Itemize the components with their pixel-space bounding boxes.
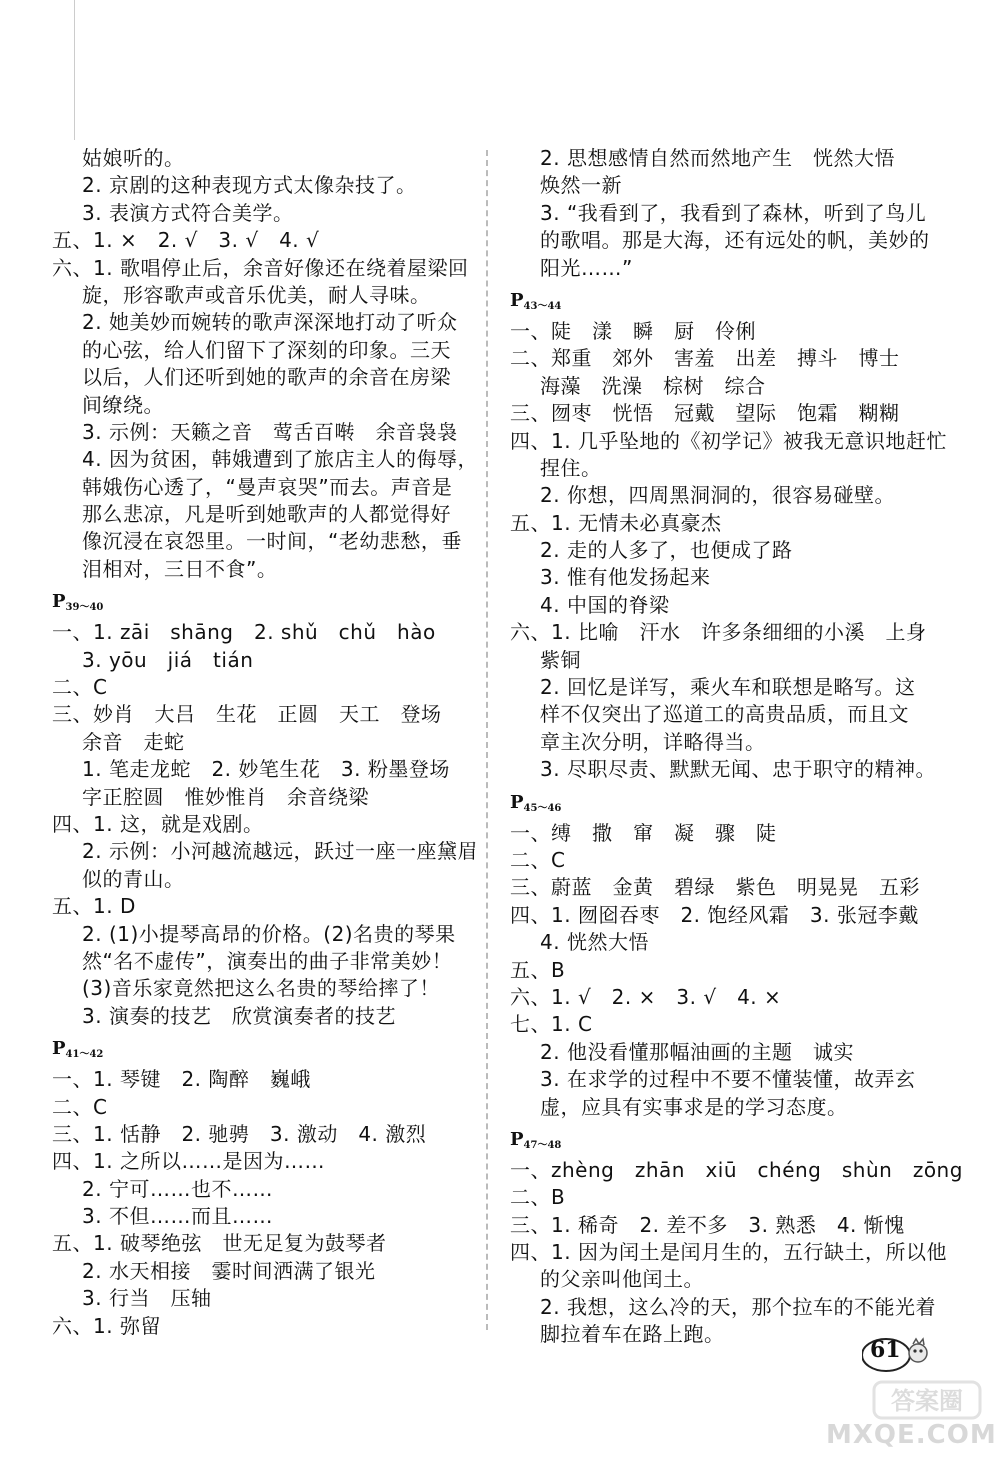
answer-line: 2. 走的人多了，也便成了路 <box>540 538 793 563</box>
answer-line: 3. 行当 压轴 <box>82 1286 212 1311</box>
answer-line: 4. 中国的脊梁 <box>540 592 670 617</box>
answer-line: 3. yōu jiá tián <box>82 647 254 672</box>
answer-line: 3. “我看到了，我看到了森林，听到了鸟儿 <box>540 200 927 225</box>
answer-line: 然“名不虚传”，演奏出的曲子非常美妙！ <box>82 948 453 973</box>
answer-line: 二、郑重 郊外 害羞 出差 搏斗 博士 <box>510 346 900 371</box>
answer-line: 一、缚 撒 窜 凝 骤 陡 <box>510 820 777 845</box>
answer-line: 阳光……” <box>540 255 633 280</box>
answer-line: 七、1. C <box>510 1012 593 1037</box>
answer-line: 一、zhèng zhān xiū chéng shùn zōng <box>510 1157 963 1182</box>
answer-line: 五、1. 破琴绝弦 世无足复为鼓琴者 <box>52 1231 387 1256</box>
heading-page-range: 47～48 <box>523 1139 562 1151</box>
answer-line: 2. 她美妙而婉转的歌声深深地打动了听众 <box>82 310 458 335</box>
answer-line: 四、1. 之所以……是因为…… <box>52 1149 325 1174</box>
answer-line: 五、B <box>510 957 566 982</box>
heading-page-range: 45～46 <box>523 802 562 814</box>
section-page-heading <box>510 282 935 318</box>
answer-line: 三、妙肖 大吕 生花 正圆 天工 登场 <box>52 702 442 727</box>
answer-line: 六、1. √ 2. × 3. √ 4. × <box>510 984 782 1009</box>
watermark-logo-text: 答案圈 <box>891 1387 963 1415</box>
answer-line: 3. 在求学的过程中不要不懂装懂，故弄玄 <box>540 1067 916 1092</box>
binding-margin-line <box>74 0 75 140</box>
answer-line: 脚拉着车在路上跑。 <box>540 1322 725 1347</box>
answer-line: 四、1. 囫囵吞枣 2. 饱经风霜 3. 张冠李戴 <box>510 902 919 927</box>
section-page-heading <box>510 784 935 820</box>
answer-line: 3. 演奏的技艺 欣赏演奏者的技艺 <box>82 1003 396 1028</box>
answer-line: 泪相对，三日不食”。 <box>82 556 278 581</box>
answer-line: 五、1. × 2. √ 3. √ 4. √ <box>52 228 320 253</box>
answer-line: 2. 京剧的这种表现方式太像杂技了。 <box>82 173 417 198</box>
answer-line: 的父亲叫他闰土。 <box>540 1267 704 1292</box>
answer-line: 间缭绕。 <box>82 392 164 417</box>
answer-line: 2. 宁可……也不…… <box>82 1176 273 1201</box>
answer-line: 1. 笔走龙蛇 2. 妙笔生花 3. 粉墨登场 <box>82 757 450 782</box>
section-page-heading <box>510 1121 935 1157</box>
answer-column-left <box>52 145 477 1340</box>
answer-column-right <box>510 145 963 1349</box>
answer-line: 的心弦，给人们留下了深刻的印象。三天 <box>82 337 451 362</box>
answer-line: 三、囫枣 恍悟 冠戴 望际 饱霜 糊糊 <box>510 401 900 426</box>
heading-letter: P <box>510 1128 524 1150</box>
page-number: 61 <box>870 1337 901 1363</box>
answer-line: 4. 因为贫困，韩娥遭到了旅店主人的侮辱， <box>82 447 478 472</box>
answer-line: 4. 恍然大悟 <box>540 930 649 955</box>
answer-line: 2. 你想，四周黑洞洞的，很容易碰壁。 <box>540 483 895 508</box>
answer-line: 五、1. D <box>52 894 136 919</box>
section-page-heading <box>52 583 477 619</box>
answer-line: 2. 他没看懂那幅油画的主题 诚实 <box>540 1039 854 1064</box>
answer-line: 虚，应具有实事求是的学习态度。 <box>540 1094 848 1119</box>
answer-line: 3. 不但……而且…… <box>82 1204 273 1229</box>
answer-line: 2. 回忆是详写，乘火车和联想是略写。这 <box>540 675 916 700</box>
heading-letter: P <box>52 591 66 613</box>
answer-line: 六、1. 歌唱停止后，余音好像还在绕着屋梁回 <box>52 255 469 280</box>
answer-line: 二、C <box>52 675 108 700</box>
answer-line: 以后，人们还听到她的歌声的余音在房梁 <box>82 365 451 390</box>
answer-line: 焕然一新 <box>540 173 622 198</box>
answer-line: 二、C <box>510 847 566 872</box>
answer-line: 2. 思想感情自然而然地产生 恍然大悟 <box>540 146 895 170</box>
page-number-badge <box>862 1331 932 1381</box>
answer-line: 样不仅突出了巡道工的高贵品质，而且文 <box>540 702 909 727</box>
heading-letter: P <box>52 1038 66 1060</box>
answer-line: 似的青山。 <box>82 866 185 891</box>
watermark-logo <box>872 1380 982 1420</box>
answer-line: 3. 尽职尽责、默默无闻、忠于职守的精神。 <box>540 757 936 782</box>
answer-line: 2. 我想，这么冷的天，那个拉车的不能光着 <box>540 1294 936 1319</box>
watermark-url: MXQE.COM <box>826 1420 997 1450</box>
answer-line: 二、C <box>52 1094 108 1119</box>
answer-line: 3. 表演方式符合美学。 <box>82 200 294 225</box>
answer-line: 姑娘听的。 <box>82 146 185 170</box>
answer-line: 像沉浸在哀怨里。一时间，“老幼悲愁，垂 <box>82 529 462 554</box>
heading-letter: P <box>510 289 524 311</box>
answer-line: 3. 示例：天籁之音 莺舌百啭 余音袅袅 <box>82 419 458 444</box>
heading-page-range: 41～42 <box>65 1049 104 1061</box>
section-page-heading <box>52 1030 477 1066</box>
answer-line: 海藻 洗澡 棕树 综合 <box>540 373 766 398</box>
answer-line: 字正腔圆 惟妙惟肖 余音绕梁 <box>82 784 369 809</box>
answer-line: 3. 惟有他发扬起来 <box>540 565 711 590</box>
answer-line: 五、1. 无情未必真豪杰 <box>510 510 722 535</box>
answer-line: 四、1. 几乎坠地的《初学记》被我无意识地赶忙 <box>510 428 947 453</box>
answer-line: 六、1. 弥留 <box>52 1313 161 1338</box>
column-divider <box>486 150 488 1330</box>
answer-line: 2. 示例：小河越流越远，跃过一座一座黛眉 <box>82 839 478 864</box>
answer-line: 旋，形容歌声或音乐优美，耐人寻味。 <box>82 282 431 307</box>
answer-line: 一、陡 漾 瞬 厨 伶俐 <box>510 318 756 343</box>
answer-line: 韩娥伤心透了，“曼声哀哭”而去。声音是 <box>82 474 453 499</box>
answer-line: 一、1. 琴键 2. 陶醉 巍峨 <box>52 1067 311 1092</box>
answer-line: 那么悲凉，凡是听到她歌声的人都觉得好 <box>82 502 451 527</box>
answer-line: (3)音乐家竟然把这么名贵的琴给摔了！ <box>82 976 440 1001</box>
heading-letter: P <box>510 791 524 813</box>
answer-line: 四、1. 这，就是戏剧。 <box>52 811 264 836</box>
answer-line: 章主次分明，详略得当。 <box>540 729 766 754</box>
answer-line: 捏住。 <box>540 455 602 480</box>
answer-line: 六、1. 比喻 汗水 许多条细细的小溪 上身 <box>510 620 927 645</box>
heading-page-range: 43～44 <box>523 300 562 312</box>
answer-line: 的歌唱。那是大海，还有远处的帆，美妙的 <box>540 228 930 253</box>
answer-line: 三、1. 稀奇 2. 差不多 3. 熟悉 4. 惭愧 <box>510 1212 905 1237</box>
answer-line: 2. 水天相接 霎时间洒满了银光 <box>82 1258 376 1283</box>
answer-line: 一、1. zāi shāng 2. shǔ chǔ hào <box>52 620 436 645</box>
answer-line: 2. (1)小提琴高昂的价格。(2)名贵的琴果 <box>82 921 456 946</box>
answer-line: 紫铜 <box>540 647 581 672</box>
heading-page-range: 39～40 <box>65 602 104 614</box>
answer-line: 三、蔚蓝 金黄 碧绿 紫色 明晃晃 五彩 <box>510 875 920 900</box>
answer-line: 二、B <box>510 1185 566 1210</box>
answer-line: 三、1. 恬静 2. 驰骋 3. 激动 4. 激烈 <box>52 1121 427 1146</box>
answer-line: 余音 走蛇 <box>82 729 185 754</box>
answer-line: 四、1. 因为闰土是闰月生的，五行缺土，所以他 <box>510 1240 947 1265</box>
